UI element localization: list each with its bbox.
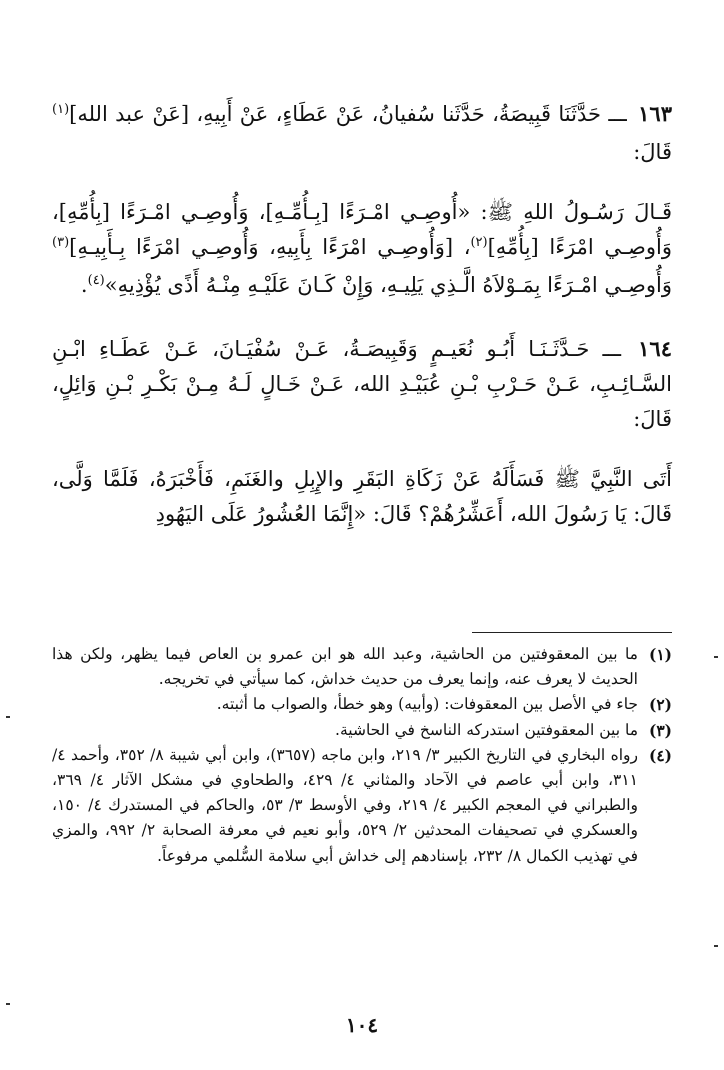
margin-mark [6, 1003, 10, 1005]
matn-text: أَتَى النَّبِيَّ ﷺ فَسَأَلَهُ عَنْ زَكَاةِ البَقَرِ والإِبِلِ والغَنَمِ، فَأَخْبَرَهُ، فَلَمَّا وَلَّى، قَالَ: يَا رَسُولَ الله، أَعَشِّرُهُمْ؟ قَالَ: «إِنَّمَا العُشُورُ عَلَى اليَهُودِ [52, 467, 672, 526]
hadith-163-matn [52, 195, 672, 306]
margin-mark [714, 945, 718, 947]
matn-text: وَأُوصِـي امْـرَءًا بِمَـوْلاَهُ الَّـذِي يَلِيـهِ، وَإِنْ كَـانَ عَلَيْـهِ مِنْـهُ أَذًى يُؤْذِيهِ» [104, 273, 672, 297]
isnad-end: قَالَ: [633, 140, 672, 164]
hadith-dash: ـــ [602, 337, 621, 361]
isnad-text: حَدَّثَنَا قَبِيصَةُ، حَدَّثَنا سُفيانُ، عَنْ عَطَاءٍ، عَنْ أَبِيهِ، [عَنْ عبد الله] [69, 102, 601, 126]
hadith-164-isnad [52, 331, 672, 437]
footnote-item [52, 718, 672, 743]
footnote-number: (١) [648, 645, 672, 664]
margin-mark [714, 656, 718, 658]
footnote-text: ما بين المعقوفتين استدركه الناسخ في الحاشية. [335, 720, 638, 739]
footnote-number: (٤) [648, 745, 672, 765]
footnote-number: (٢) [648, 695, 672, 715]
footnote-divider [472, 632, 672, 633]
hadith-number: ١٦٣ [638, 101, 672, 126]
footnote-item [52, 692, 672, 717]
footnote-number: (٣) [648, 720, 672, 740]
footnote-text: ما بين المعقوفتين من الحاشية، وعبد الله هو ابن عمرو بن العاص فيما يظهر، ولكن هذا الحديث لا يعرف عنه، وإنما يعرف من حديث خداش، كما سيأتي في تخريجه. [52, 645, 638, 689]
page-number: ١٠٤ [345, 1013, 379, 1037]
footnote-ref: (٢) [470, 235, 488, 250]
footnote-ref: (١) [52, 102, 70, 117]
matn-text: ، [وَأُوصِـي امْرَءًا بِأَبِيهِ، وَأُوصِـي امْرَءًا بِـأَبِيـهِ] [69, 235, 471, 259]
hadith-163-isnad [52, 96, 672, 170]
footnote-ref: (٣) [52, 235, 70, 250]
footnote-item [52, 743, 672, 869]
hadith-dash: ـــ [608, 102, 627, 126]
footnotes [52, 642, 672, 869]
main-text [52, 96, 672, 554]
footnote-text: رواه البخاري في التاريخ الكبير ٣/ ٢١٩، وابن ماجه (٣٦٥٧)، وابن أبي شيبة ٨/ ٣٥٢، وأحمد ٤/ ٣١١، وابن أبي عاصم في الآحاد والمثاني ٤/ ٤٢٩، والطحاوي في مشكل الآثار ٤/ ٣٦٩، والطبراني في المعجم الكبير ٤/ ٢١٩، وفي الأوسط ٣/ ٥٣، والحاكم في المستدرك ٤/ ١٥٠، والعسكري في تصحيفات المحدثين ٢/ ٥٢٩، وأبو نعيم في معرفة الصحابة ٢/ ٩٩٢، والمزي في تهذيب الكمال ٨/ ٢٣٢، بإسنادهم إلى خداش أبي سلامة السُّلمي مرفوعاً. [52, 745, 639, 865]
matn-text: قَـالَ رَسُـولُ اللهِ ﷺ: «أُوصِـي امْـرَءًا [بِـأُمِّـهِ]، وَأُوصِـي امْـرَءًا [بِأُمِّهِ]، وَأُوصِـي امْرَءًا [بِأُمِّهِ] [52, 200, 672, 259]
isnad-text: حَـدَّثَـنَـا أَبُـو نُعَيـمٍ وَقَبِيصَـةُ، عَـنْ سُفْيَـانَ، عَـنْ عَطَـاءِ ابْـنِ السَّـائِـبِ، عَـنْ حَـرْبِ بْـنِ عُبَيْـدِ الله، عَـنْ خَـالٍ لَـهُ مِـنْ بَكْـرِ بْـنِ وَائِلٍ، قَالَ: [52, 337, 672, 431]
footnote-ref: (٤) [87, 273, 105, 288]
hadith-164-matn [52, 462, 672, 532]
margin-mark [6, 716, 10, 718]
matn-end: . [80, 273, 88, 297]
footnote-item [52, 642, 672, 692]
footnote-text: جاء في الأصل بين المعقوفات: (وأبيه) وهو خطأ، والصواب ما أثبته. [216, 695, 638, 714]
hadith-number: ١٦٤ [638, 336, 672, 361]
